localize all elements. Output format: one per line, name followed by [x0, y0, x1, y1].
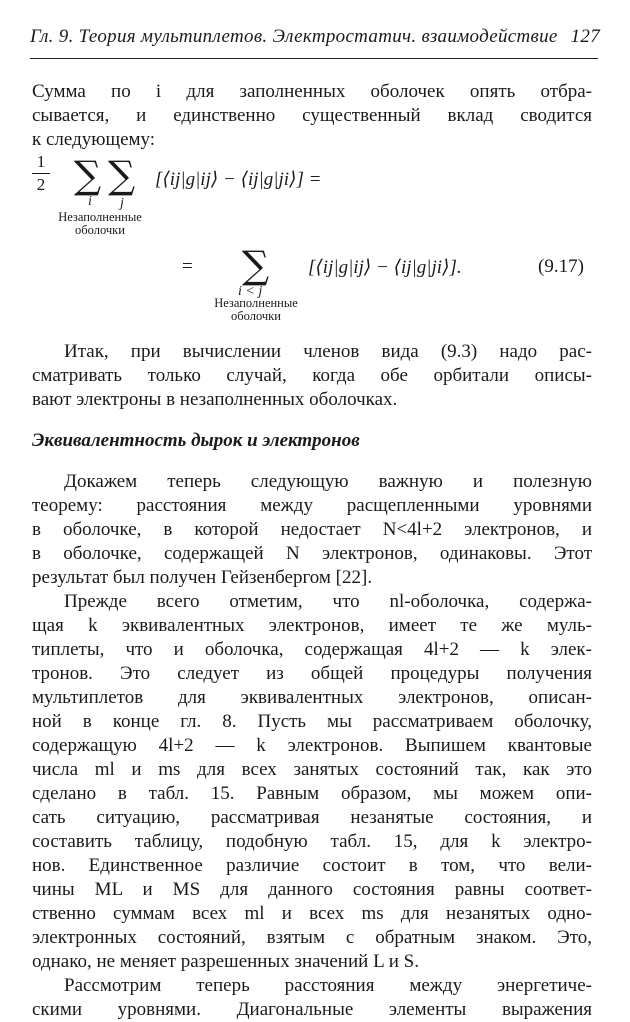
- sum-index-i: i: [88, 194, 92, 209]
- sum-sign-ij: ∑: [242, 243, 270, 287]
- text-line: Прежде всего отметим, что nl-оболочка, содержа-: [64, 591, 592, 612]
- fraction-denominator: 2: [36, 175, 46, 194]
- text-line: в оболочке, в которой недостает N<4l+2 электронов, и: [32, 519, 592, 540]
- text-line: теорему: расстояния между расщепленными уровнями: [32, 495, 592, 516]
- text-line: сделано в табл. 15. Равным образом, мы можем опи-: [32, 783, 592, 804]
- text-line: Докажем теперь следующую важную и полезную: [64, 471, 592, 492]
- sum-index-ij: i < j: [238, 284, 263, 299]
- text-line: Сумма по i для заполненных оболочек опять отбра-: [32, 81, 592, 102]
- text-line: числа ml и ms для всех занятых состояний так, как это: [32, 759, 592, 780]
- text-line: Итак, при вычислении членов вида (9.3) надо рас-: [64, 341, 592, 362]
- text-line: типлеты, что и оболочка, содержащая 4l+2 — k элек-: [32, 639, 592, 660]
- text-line: к следующему:: [32, 129, 156, 150]
- text-line: скими уровнями. Диагональные элементы выражения: [32, 999, 592, 1020]
- text-line: сать ситуацию, рассматривая незанятые состояния, и: [32, 807, 592, 828]
- fraction-numerator: 1: [36, 152, 46, 171]
- sum-index-j: j: [120, 196, 124, 211]
- text-line: нов. Единственное различие состоит в том, что вели-: [32, 855, 592, 876]
- text-line: тронов. Это следует из общей процедуры получения: [32, 663, 592, 684]
- text-line: результат был получен Гейзенбергом [22].: [32, 567, 373, 588]
- page-number: 127: [570, 26, 600, 47]
- sum-condition-label: Незаполненные: [58, 210, 142, 224]
- text-line: однако, не меняет разрешенных значений L и S.: [32, 951, 419, 972]
- text-line: чины ML и MS для данного состояния равны соответ-: [32, 879, 592, 900]
- equation-term-1: [⟨ij|g|ij⟩ − ⟨ij|g|ji⟩] =: [155, 169, 322, 190]
- equation-term-2: [⟨ij|g|ij⟩ − ⟨ij|g|ji⟩].: [308, 257, 462, 278]
- text-line: мультиплетов для эквивалентных электронов, описан-: [32, 687, 592, 708]
- running-head: [30, 26, 600, 48]
- text-line: щая k эквивалентных электронов, имеет те же муль-: [32, 615, 592, 636]
- text-line: электронных состояний, взятым с обратным знаком. Это,: [32, 927, 592, 948]
- section-heading: Эквивалентность дырок и электронов: [32, 430, 360, 451]
- fraction-one-half: [32, 152, 50, 195]
- text-line: ственно суммам всех ml и всех ms для незанятых одно-: [32, 903, 592, 924]
- header-rule: [30, 58, 598, 59]
- text-line: сывается, и единственно существенный вклад сводится: [32, 105, 592, 126]
- sum-condition-label: Незаполненные: [214, 296, 298, 310]
- text-line: вают электроны в незаполненных оболочках.: [32, 389, 398, 410]
- text-line: в оболочке, содержащей N электронов, одинаковы. Этот: [32, 543, 592, 564]
- fraction-bar: [32, 173, 50, 174]
- equation-equals-sign: =: [182, 256, 193, 277]
- equation-number: (9.17): [538, 256, 584, 277]
- sum-condition-label: оболочки: [75, 223, 125, 237]
- text-line: содержащую 4l+2 — k электронов. Выпишем квантовые: [32, 735, 592, 756]
- sum-sign-j: ∑: [108, 153, 136, 197]
- text-line: Рассмотрим теперь расстояния между энергетиче-: [64, 975, 592, 996]
- sum-condition-label: оболочки: [231, 309, 281, 323]
- sum-sign-i: ∑: [74, 153, 102, 197]
- running-title: Гл. 9. Теория мультиплетов. Электростатич. взаимодействие: [30, 26, 558, 47]
- text-line: ной в конце гл. 8. Пусть мы рассматриваем оболочку,: [32, 711, 592, 732]
- text-line: сматривать только случай, когда обе орбитали описы-: [32, 365, 592, 386]
- text-line: составить таблицу, подобную табл. 15, для k электро-: [32, 831, 592, 852]
